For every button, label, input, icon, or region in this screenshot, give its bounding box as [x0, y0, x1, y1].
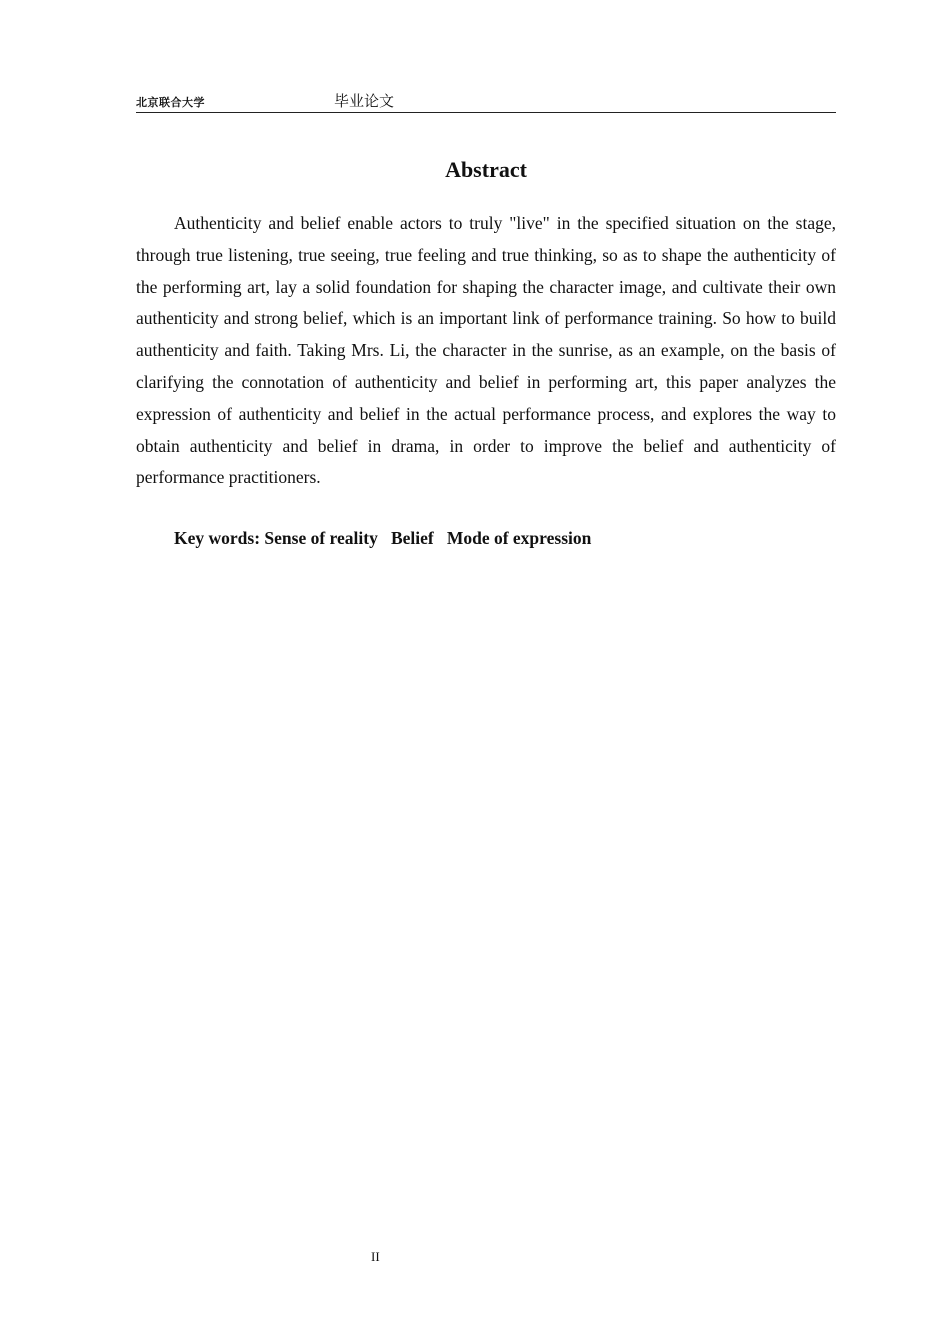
abstract-paragraph: Authenticity and belief enable actors to truly "live" in the specified situation on the stage, through true listening, true seeing, true feeling and true thinking, so as to shape the authenticity of the performing art, lay a solid foundation for shaping the character image, and cultivate their own authenticity and strong belief, which is an important link of performance training. So how to build authenticity and faith. Taking Mrs. Li, the character in the sunrise, as an example, on the basis of clarifying the connotation of authenticity and belief in performing art, this paper analyzes the expression of authenticity and belief in the actual performance process, and explores the way to obtain authenticity and belief in drama, in order to improve the belief and authenticity of performance practitioners. — [136, 213, 836, 488]
university-name: 北京联合大学 — [136, 96, 205, 109]
abstract-title: Abstract — [445, 157, 527, 182]
document-type-label: 毕业论文 — [334, 92, 395, 110]
keywords-line: Key words: Sense of reality Belief Mode of expression — [174, 528, 592, 548]
page-number: II — [371, 1249, 380, 1264]
page-header — [136, 90, 836, 113]
